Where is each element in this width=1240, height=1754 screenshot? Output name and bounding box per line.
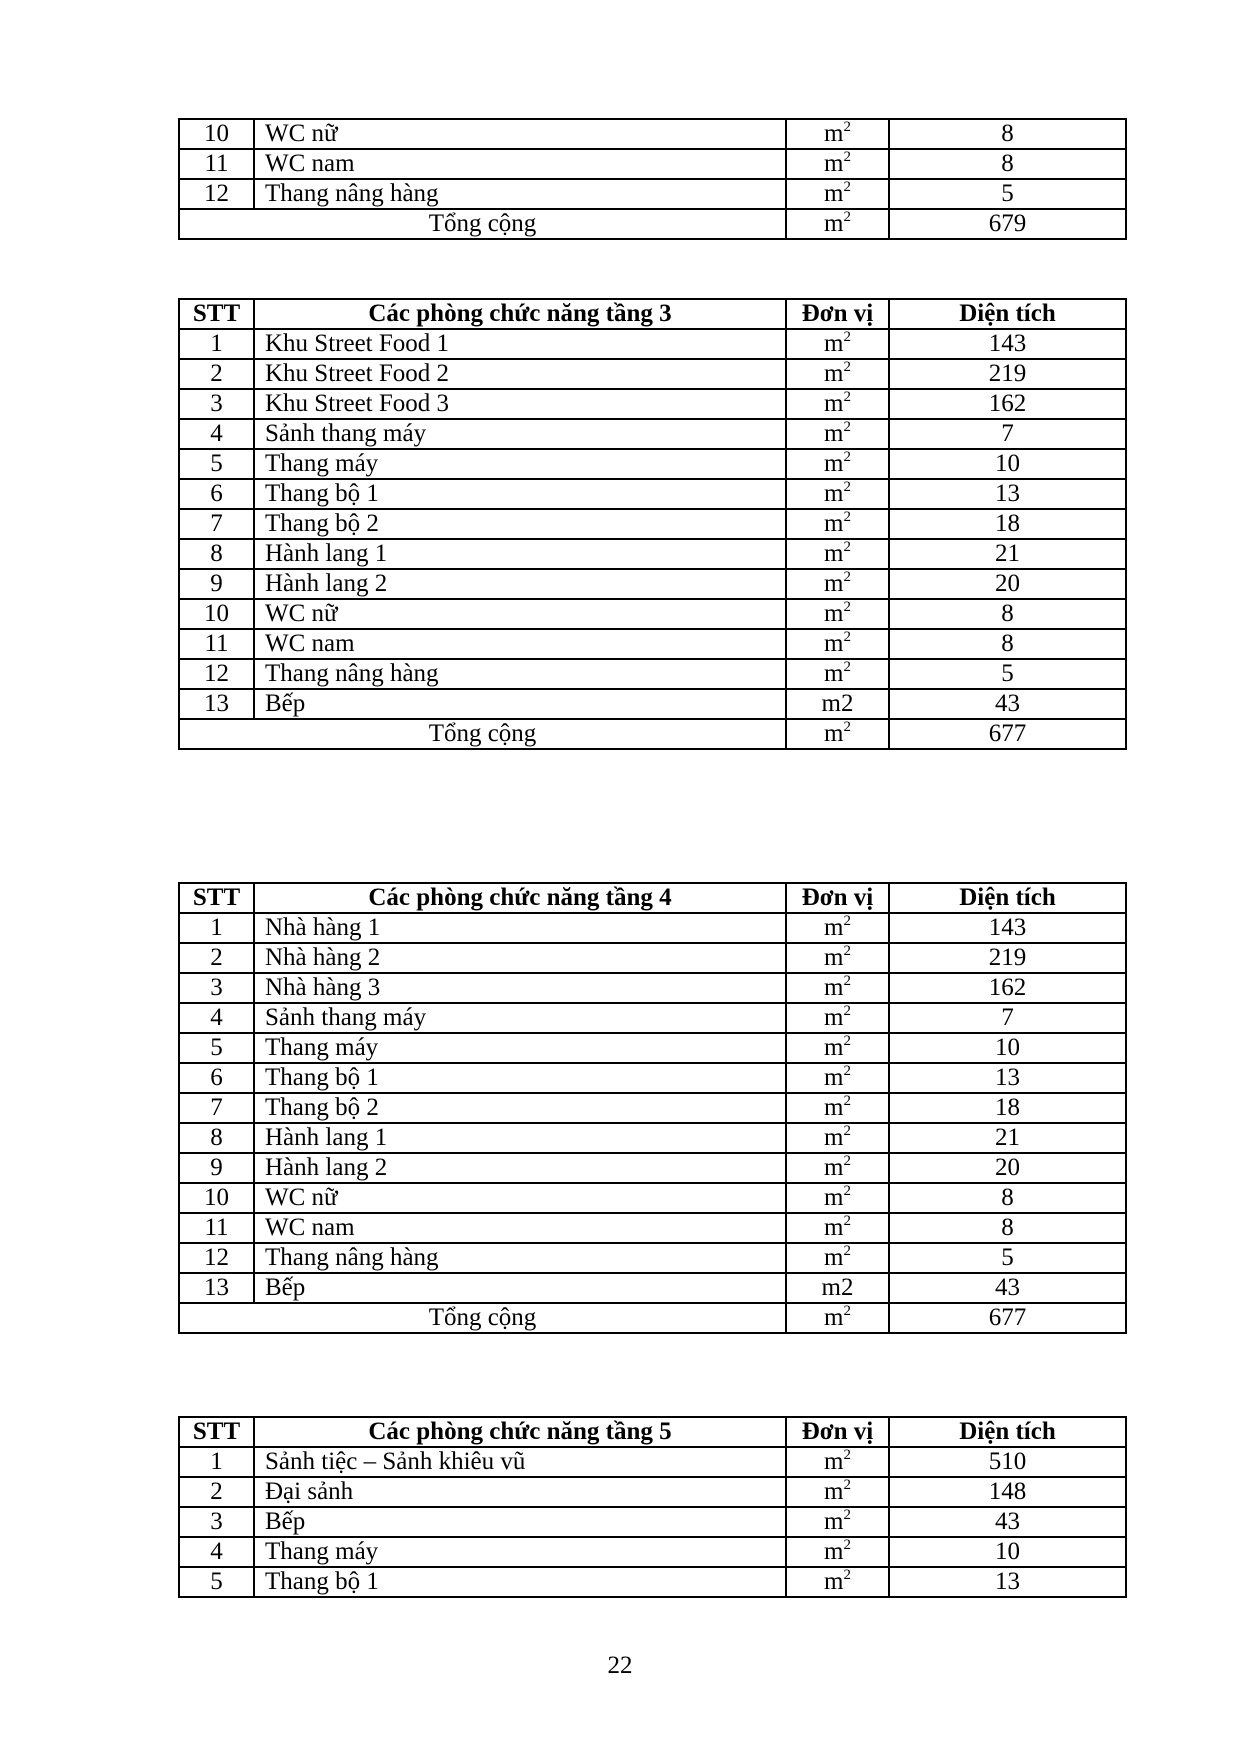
room-name: Hành lang 1 [254,539,786,569]
row-number: 8 [179,1123,254,1153]
table-row [179,479,1126,509]
unit-cell [786,1003,889,1033]
header-room-name: Các phòng chức năng tầng 4 [254,883,786,913]
unit-exponent: 2 [843,1063,851,1079]
unit-cell [786,419,889,449]
unit-exponent: 2 [843,1123,851,1139]
row-number: 3 [179,973,254,1003]
row-number: 5 [179,1033,254,1063]
unit-cell [786,943,889,973]
area-value: 18 [889,509,1126,539]
unit-exponent: 2 [843,539,851,555]
table-header-row [179,883,1126,913]
unit-text: m [824,1034,844,1061]
header-unit: Đơn vị [786,883,889,913]
unit-text: m [824,390,844,417]
room-name: Hành lang 2 [254,569,786,599]
area-value: 10 [889,449,1126,479]
row-number: 9 [179,1153,254,1183]
unit-cell [786,913,889,943]
unit-cell [786,1183,889,1213]
unit-exponent: 2 [843,659,851,675]
unit-text: m2 [821,1274,854,1301]
unit-exponent: 2 [843,1447,851,1463]
area-value: 510 [889,1447,1126,1477]
unit-exponent: 2 [843,1243,851,1259]
unit-cell [786,149,889,179]
row-number: 7 [179,1093,254,1123]
room-name: WC nữ [254,599,786,629]
unit-text: m [824,450,844,477]
area-value: 43 [889,1507,1126,1537]
room-name: Thang bộ 2 [254,1093,786,1123]
table-row [179,1507,1126,1537]
table-row [179,449,1126,479]
area-value: 162 [889,389,1126,419]
total-label: Tổng cộng [179,719,786,749]
room-name: Khu Street Food 1 [254,329,786,359]
table-row [179,149,1126,179]
unit-text: m [824,120,844,147]
unit-text: m [824,974,844,1001]
area-value: 7 [889,1003,1126,1033]
unit-exponent: 2 [843,569,851,585]
unit-cell [786,1303,889,1333]
unit-text: m [824,1478,844,1505]
total-row [179,209,1126,239]
room-name: Nhà hàng 1 [254,913,786,943]
room-name: Bếp [254,1273,786,1303]
table-row [179,419,1126,449]
row-number: 4 [179,1003,254,1033]
table-row [179,539,1126,569]
table-body [179,913,1126,1333]
area-value: 10 [889,1537,1126,1567]
unit-text: m2 [821,690,854,717]
room-name: Thang nâng hàng [254,659,786,689]
header-stt: STT [179,1417,254,1447]
room-name: Bếp [254,1507,786,1537]
unit-exponent: 2 [843,179,851,195]
unit-exponent: 2 [843,149,851,165]
unit-exponent: 2 [843,359,851,375]
area-value: 20 [889,1153,1126,1183]
unit-text: m [824,330,844,357]
room-name: Thang nâng hàng [254,1243,786,1273]
unit-cell [786,1153,889,1183]
unit-text: m [824,540,844,567]
area-value: 13 [889,479,1126,509]
area-value: 8 [889,149,1126,179]
room-name: Thang nâng hàng [254,179,786,209]
room-name: Sảnh tiệc – Sảnh khiêu vũ [254,1447,786,1477]
table-row [179,1243,1126,1273]
unit-cell [786,629,889,659]
area-value: 20 [889,569,1126,599]
unit-cell [786,1063,889,1093]
row-number: 3 [179,1507,254,1537]
area-value: 148 [889,1477,1126,1507]
area-table-floor-5 [178,1416,1127,1598]
area-value: 162 [889,973,1126,1003]
area-value: 7 [889,419,1126,449]
room-name: Hành lang 2 [254,1153,786,1183]
table-row [179,1123,1126,1153]
row-number: 4 [179,419,254,449]
table-row [179,973,1126,1003]
unit-text: m [824,1538,844,1565]
room-name: Thang bộ 1 [254,1063,786,1093]
unit-exponent: 2 [843,1537,851,1553]
table-row [179,1183,1126,1213]
table-row [179,1567,1126,1597]
table-row [179,943,1126,973]
unit-exponent: 2 [843,1003,851,1019]
header-stt: STT [179,883,254,913]
table-header-row [179,1417,1126,1447]
unit-cell [786,1243,889,1273]
unit-text: m [824,1508,844,1535]
header-room-name: Các phòng chức năng tầng 5 [254,1417,786,1447]
row-number: 6 [179,1063,254,1093]
row-number: 9 [179,569,254,599]
row-number: 2 [179,359,254,389]
row-number: 10 [179,599,254,629]
table-row [179,689,1126,719]
unit-exponent: 2 [843,209,851,225]
area-value: 21 [889,1123,1126,1153]
unit-exponent: 2 [843,1477,851,1493]
unit-exponent: 2 [843,943,851,959]
table-row [179,1213,1126,1243]
header-unit: Đơn vị [786,1417,889,1447]
unit-text: m [824,1214,844,1241]
unit-text: m [824,420,844,447]
row-number: 2 [179,943,254,973]
table-row [179,119,1126,149]
unit-cell [786,119,889,149]
unit-cell [786,539,889,569]
table-row [179,569,1126,599]
row-number: 5 [179,1567,254,1597]
row-number: 8 [179,539,254,569]
unit-exponent: 2 [843,329,851,345]
unit-exponent: 2 [843,913,851,929]
unit-text: m [824,180,844,207]
unit-exponent: 2 [843,629,851,645]
room-name: Hành lang 1 [254,1123,786,1153]
unit-exponent: 2 [843,599,851,615]
unit-cell [786,689,889,719]
total-row [179,1303,1126,1333]
room-name: WC nữ [254,119,786,149]
unit-exponent: 2 [843,1213,851,1229]
table-row [179,1003,1126,1033]
area-value: 8 [889,629,1126,659]
room-name: Thang bộ 2 [254,509,786,539]
table-row [179,359,1126,389]
area-value: 8 [889,599,1126,629]
room-name: WC nam [254,629,786,659]
table-body [179,119,1126,239]
area-value: 8 [889,1183,1126,1213]
unit-exponent: 2 [843,1507,851,1523]
unit-cell [786,659,889,689]
table-row [179,1273,1126,1303]
room-name: Thang máy [254,449,786,479]
unit-exponent: 2 [843,1033,851,1049]
header-unit: Đơn vị [786,299,889,329]
unit-text: m [824,1448,844,1475]
unit-exponent: 2 [843,479,851,495]
unit-exponent: 2 [843,119,851,135]
row-number: 12 [179,659,254,689]
row-number: 1 [179,329,254,359]
unit-text: m [824,630,844,657]
unit-text: m [824,1244,844,1271]
unit-exponent: 2 [843,1153,851,1169]
row-number: 13 [179,1273,254,1303]
unit-cell [786,1033,889,1063]
unit-cell [786,1093,889,1123]
row-number: 7 [179,509,254,539]
header-area: Diện tích [889,299,1126,329]
area-value: 43 [889,1273,1126,1303]
unit-exponent: 2 [843,1093,851,1109]
table-row [179,599,1126,629]
area-table-floor-3 [178,298,1127,750]
unit-exponent: 2 [843,389,851,405]
area-value: 143 [889,913,1126,943]
unit-text: m [824,570,844,597]
unit-cell [786,389,889,419]
row-number: 1 [179,1447,254,1477]
area-table-continued [178,118,1127,240]
area-value: 219 [889,943,1126,973]
row-number: 6 [179,479,254,509]
row-number: 12 [179,1243,254,1273]
room-name: Đại sảnh [254,1477,786,1507]
table-row [179,329,1126,359]
unit-text: m [824,720,844,747]
unit-text: m [824,1124,844,1151]
room-name: Nhà hàng 2 [254,943,786,973]
header-area: Diện tích [889,883,1126,913]
unit-text: m [824,360,844,387]
room-name: Khu Street Food 3 [254,389,786,419]
table-header-row [179,299,1126,329]
table-row [179,1093,1126,1123]
room-name: Khu Street Food 2 [254,359,786,389]
header-room-name: Các phòng chức năng tầng 3 [254,299,786,329]
unit-text: m [824,660,844,687]
area-value: 13 [889,1063,1126,1093]
unit-text: m [824,1568,844,1595]
unit-text: m [824,150,844,177]
area-value: 18 [889,1093,1126,1123]
unit-cell [786,449,889,479]
table-body [179,329,1126,749]
room-name: Sảnh thang máy [254,419,786,449]
area-value: 8 [889,1213,1126,1243]
unit-exponent: 2 [843,419,851,435]
unit-cell [786,1123,889,1153]
unit-text: m [824,1304,844,1331]
unit-text: m [824,210,844,237]
row-number: 13 [179,689,254,719]
area-value: 5 [889,1243,1126,1273]
room-name: WC nữ [254,1183,786,1213]
area-value: 5 [889,179,1126,209]
room-name: WC nam [254,149,786,179]
area-value: 8 [889,119,1126,149]
room-name: Thang bộ 1 [254,479,786,509]
header-stt: STT [179,299,254,329]
room-name: Thang máy [254,1033,786,1063]
total-label: Tổng cộng [179,1303,786,1333]
area-value: 43 [889,689,1126,719]
row-number: 2 [179,1477,254,1507]
unit-cell [786,719,889,749]
table-row [179,1063,1126,1093]
unit-cell [786,209,889,239]
row-number: 4 [179,1537,254,1567]
area-value: 219 [889,359,1126,389]
unit-text: m [824,1004,844,1031]
room-name: Sảnh thang máy [254,1003,786,1033]
page-number: 22 [607,1652,633,1679]
room-name: Bếp [254,689,786,719]
unit-cell [786,1213,889,1243]
table-row [179,179,1126,209]
unit-text: m [824,1094,844,1121]
area-value: 143 [889,329,1126,359]
area-table-floor-4 [178,882,1127,1334]
unit-text: m [824,480,844,507]
unit-cell [786,599,889,629]
row-number: 12 [179,179,254,209]
area-value: 10 [889,1033,1126,1063]
unit-exponent: 2 [843,719,851,735]
table-row [179,1477,1126,1507]
table-body [179,1447,1126,1597]
room-name: Nhà hàng 3 [254,973,786,1003]
unit-exponent: 2 [843,1567,851,1583]
table-row [179,1537,1126,1567]
unit-text: m [824,914,844,941]
unit-cell [786,329,889,359]
table-row [179,389,1126,419]
unit-cell [786,1567,889,1597]
area-value: 21 [889,539,1126,569]
row-number: 10 [179,119,254,149]
unit-cell [786,1477,889,1507]
row-number: 11 [179,1213,254,1243]
table-row [179,1153,1126,1183]
total-row [179,719,1126,749]
unit-text: m [824,510,844,537]
table-row [179,659,1126,689]
row-number: 11 [179,629,254,659]
row-number: 3 [179,389,254,419]
area-value: 13 [889,1567,1126,1597]
row-number: 11 [179,149,254,179]
room-name: Thang bộ 1 [254,1567,786,1597]
total-value: 677 [889,719,1126,749]
room-name: Thang máy [254,1537,786,1567]
unit-text: m [824,1064,844,1091]
unit-exponent: 2 [843,1183,851,1199]
unit-cell [786,973,889,1003]
total-label: Tổng cộng [179,209,786,239]
total-value: 677 [889,1303,1126,1333]
unit-cell [786,179,889,209]
unit-cell [786,569,889,599]
table-row [179,913,1126,943]
unit-cell [786,359,889,389]
unit-exponent: 2 [843,1303,851,1319]
unit-cell [786,479,889,509]
room-name: WC nam [254,1213,786,1243]
unit-exponent: 2 [843,973,851,989]
row-number: 10 [179,1183,254,1213]
row-number: 5 [179,449,254,479]
table-row [179,509,1126,539]
unit-text: m [824,1154,844,1181]
unit-cell [786,1273,889,1303]
table-row [179,1447,1126,1477]
table-row [179,1033,1126,1063]
unit-cell [786,1537,889,1567]
unit-text: m [824,600,844,627]
unit-text: m [824,944,844,971]
table-row [179,629,1126,659]
unit-cell [786,1447,889,1477]
unit-exponent: 2 [843,509,851,525]
header-area: Diện tích [889,1417,1126,1447]
unit-cell [786,1507,889,1537]
total-value: 679 [889,209,1126,239]
row-number: 1 [179,913,254,943]
unit-cell [786,509,889,539]
unit-exponent: 2 [843,449,851,465]
unit-text: m [824,1184,844,1211]
area-value: 5 [889,659,1126,689]
